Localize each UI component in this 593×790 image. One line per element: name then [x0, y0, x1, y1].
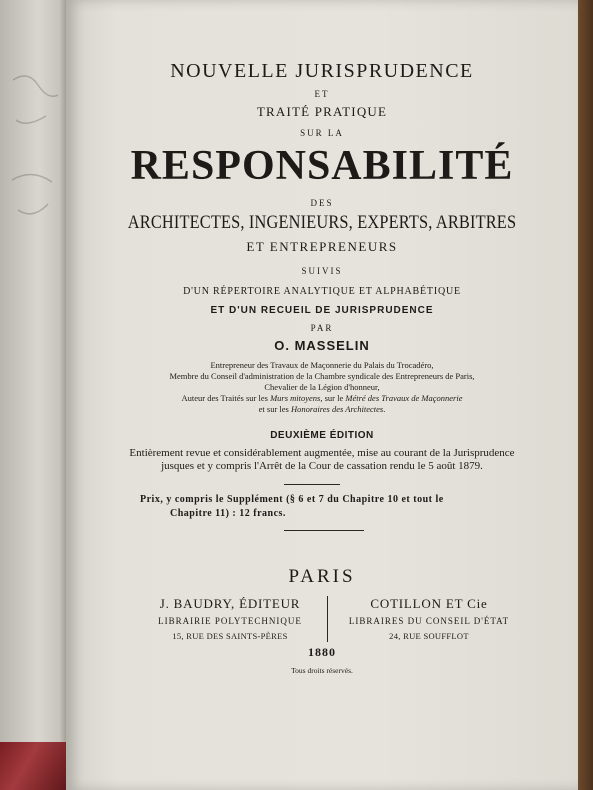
author-name: O. MASSELIN	[274, 338, 370, 353]
author-works-line-2	[66, 404, 578, 414]
edition: DEUXIÈME ÉDITION	[270, 430, 374, 441]
publisher-right	[334, 596, 524, 641]
main-title: RESPONSABILITÉ	[130, 143, 514, 189]
title-line-2: ET	[314, 89, 330, 99]
works-line2-suffix: .	[383, 404, 386, 414]
title-line-9: D'UN RÉPERTOIRE ANALYTIQUE ET ALPHABÉTIQUE	[183, 286, 461, 297]
price-line: Prix, y compris le Supplément (§ 6 et 7 du Chapitre 10 et tout le	[140, 494, 444, 505]
title-line-11: PAR	[310, 323, 334, 333]
city: PARIS	[288, 566, 356, 587]
title-line-1: NOUVELLE JURISPRUDENCE	[170, 60, 474, 82]
revision-line: Entièrement revue et considérablement augmentée, mise au courant de la Jurisprudence	[129, 447, 515, 459]
works-prefix: Auteur des Traités sur les	[181, 393, 271, 403]
publisher-right-sub: LIBRAIRES DU CONSEIL D'ÉTAT	[348, 616, 510, 626]
publisher-right-address: 24, RUE SOUFFLOT	[389, 631, 469, 641]
publisher-left-address: 15, RUE DES SAINTS-PÈRES	[172, 631, 288, 641]
year: 1880	[308, 645, 336, 659]
revision-line: jusques et y compris l'Arrêt de la Cour de cassation rendu le 5 août 1879.	[161, 460, 483, 472]
price-line: Chapitre 11) : 12 francs.	[170, 508, 286, 519]
title-line-5: DES	[310, 198, 334, 208]
works-title-2: Métré des Travaux de Maçonnerie	[345, 393, 463, 403]
title-line-8: SUIVIS	[301, 266, 343, 276]
works-line2-prefix: et sur les	[258, 404, 291, 414]
rights-notice: Tous droits réservés.	[291, 666, 353, 675]
title-line-10: ET D'UN RECUEIL DE JURISPRUDENCE	[210, 305, 434, 316]
divider-rule	[284, 484, 340, 485]
author-works-line	[66, 393, 578, 403]
author-desc-line: Chevalier de la Légion d'honneur,	[264, 382, 380, 392]
publisher-right-name: COTILLON ET Cie	[370, 596, 488, 611]
book-edge	[578, 0, 593, 790]
author-desc-line: Membre du Conseil d'administration de la Chambre syndicale des Entrepreneurs de Paris,	[169, 371, 475, 381]
divider-rule	[284, 530, 364, 531]
publisher-left	[140, 596, 320, 641]
handwriting-mark	[8, 60, 58, 240]
works-mid: , sur le	[320, 393, 346, 403]
author-desc-line: Entrepreneur des Travaux de Maçonnerie du Palais du Trocadéro,	[210, 360, 434, 370]
title-line-4: SUR LA	[300, 128, 344, 138]
publisher-divider	[327, 596, 328, 642]
publisher-left-name: J. BAUDRY, ÉDITEUR	[159, 596, 301, 611]
works-title-3: Honoraires des Architectes	[290, 404, 384, 414]
title-line-7: ET ENTREPRENEURS	[246, 239, 398, 254]
title-line-6: ARCHITECTES, INGENIEURS, EXPERTS, ARBITRES	[127, 212, 517, 233]
title-line-3: TRAITÉ PRATIQUE	[256, 104, 388, 119]
publisher-left-sub: LIBRAIRIE POLYTECHNIQUE	[158, 616, 302, 626]
book-binding	[0, 0, 70, 790]
red-cloth	[0, 742, 70, 790]
works-title-1: Murs mitoyens	[270, 393, 321, 403]
